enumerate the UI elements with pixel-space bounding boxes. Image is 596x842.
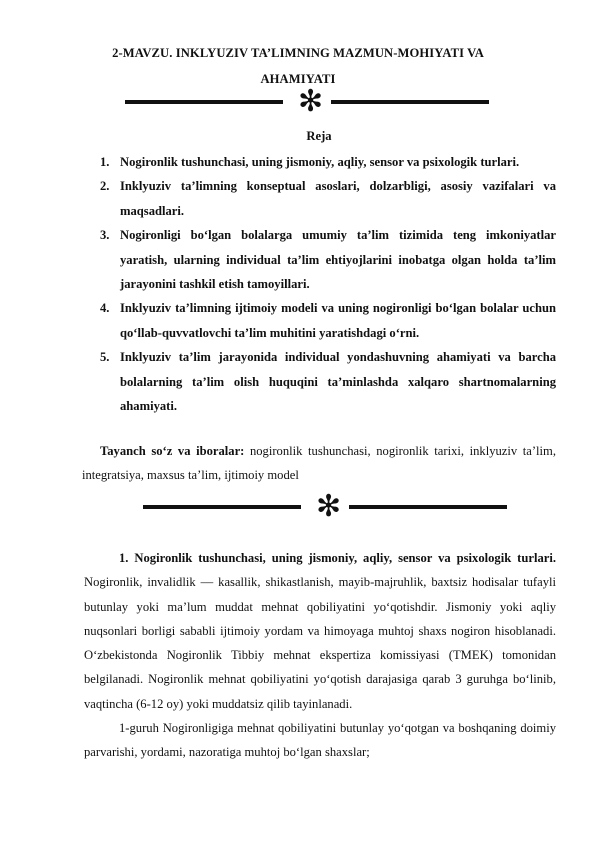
section-body	[84, 546, 556, 765]
plan-item-number: 3.	[100, 228, 110, 243]
divider-line-left	[143, 505, 301, 509]
keywords-label: Tayanch so‘z va iboralar:	[100, 444, 245, 458]
divider-line-right	[331, 100, 489, 104]
divider-line-left	[125, 100, 283, 104]
paragraph-text: Nogironlik, invalidlik — kasallik, shikastlanish, mayib-majruhlik, baxtsiz hodisalar tufayli butunlay yoki ma’lum muddat mehnat qobiliyatini yo‘qotishdir. Jismoniy yoki aqliy nuqsonlari borligi sababli ijtimoiy yordam va himoyaga muhtoj shaxs nogiron hisoblanadi. O‘zbekistonda Nogironlik Tibbiy mehnat ekspertiza komissiyasi (TMEK) tomonidan belgilanadi. Nogironlik mehnat qobiliyatini yo‘qotish darajasiga qarab 3 guruhga bo‘linib, vaqtincha (6-12 oy) yoki muddatsiz qilib tayinlanadi.	[84, 575, 556, 711]
body-paragraph: 1-guruh Nogironligiga mehnat qobiliyatini butunlay yo‘qotgan va boshqaning doimiy parvarishi, yordami, nazoratiga muhtoj bo‘lgan shaxslar;	[84, 721, 556, 760]
body-paragraph	[84, 546, 556, 716]
plan-item	[100, 174, 556, 223]
keywords-text: nogironlik tushunchasi, nogironlik tarixi, inklyuziv ta’lim, integratsiya, maxsus ta’lim, ijtimoiy model	[82, 444, 556, 482]
plan-list	[100, 150, 556, 418]
plan-item	[100, 345, 556, 418]
plan-item	[100, 223, 556, 296]
plan-item-number: 5.	[100, 350, 110, 365]
plan-item-text: Inklyuziv ta’limning konseptual asoslari, dolzarbligi, asosiy vazifalari va maqsadlari.	[120, 179, 556, 218]
plan-item-text: Nogironligi bo‘lgan bolalarga umumiy ta’lim tizimida teng imkoniyatlar yaratish, ularning individual ta’lim ehtiyojlarini inobatga olgan holda ta’lim jarayonini tashkil etish tamoyillari.	[120, 228, 556, 292]
plan-item	[100, 296, 556, 345]
plan-item-number: 4.	[100, 301, 110, 316]
divider-line-right	[349, 505, 507, 509]
ornamental-divider-bottom	[0, 489, 596, 524]
plan-item-number: 2.	[100, 179, 110, 194]
asterisk-icon: ✻	[298, 84, 324, 119]
keywords-paragraph	[82, 439, 556, 487]
plan-item-number: 1.	[100, 155, 110, 169]
ornamental-divider-top	[0, 84, 596, 119]
plan-item-text: Inklyuziv ta’limning ijtimoiy modeli va uning nogironligi bo‘lgan bolalar uchun qo‘llab-quvvatlovchi ta’lim muhitini yaratishdagi o‘rni.	[120, 301, 556, 340]
asterisk-icon: ✻	[316, 489, 342, 524]
title-line-1: 2-MAVZU. INKLYUZIV TA’LIMNING MAZMUN-MOHIYATI VA	[112, 46, 484, 60]
title-line-2: AHAMIYATI	[260, 72, 336, 86]
plan-item-text: Nogironlik tushunchasi, uning jismoniy, aqliy, sensor va psixologik turlari.	[120, 155, 520, 169]
plan-item-text: Inklyuziv ta’lim jarayonida individual yondashuvning ahamiyati va barcha bolalarning ta’lim olish huquqini ta’minlashda xalqaro shartnomalarning ahamiyati.	[120, 350, 556, 414]
section-heading: 1. Nogironlik tushunchasi, uning jismoniy, aqliy, sensor va psixologik turlari.	[119, 551, 556, 565]
plan-item	[100, 150, 556, 174]
plan-heading: Reja	[306, 129, 332, 143]
